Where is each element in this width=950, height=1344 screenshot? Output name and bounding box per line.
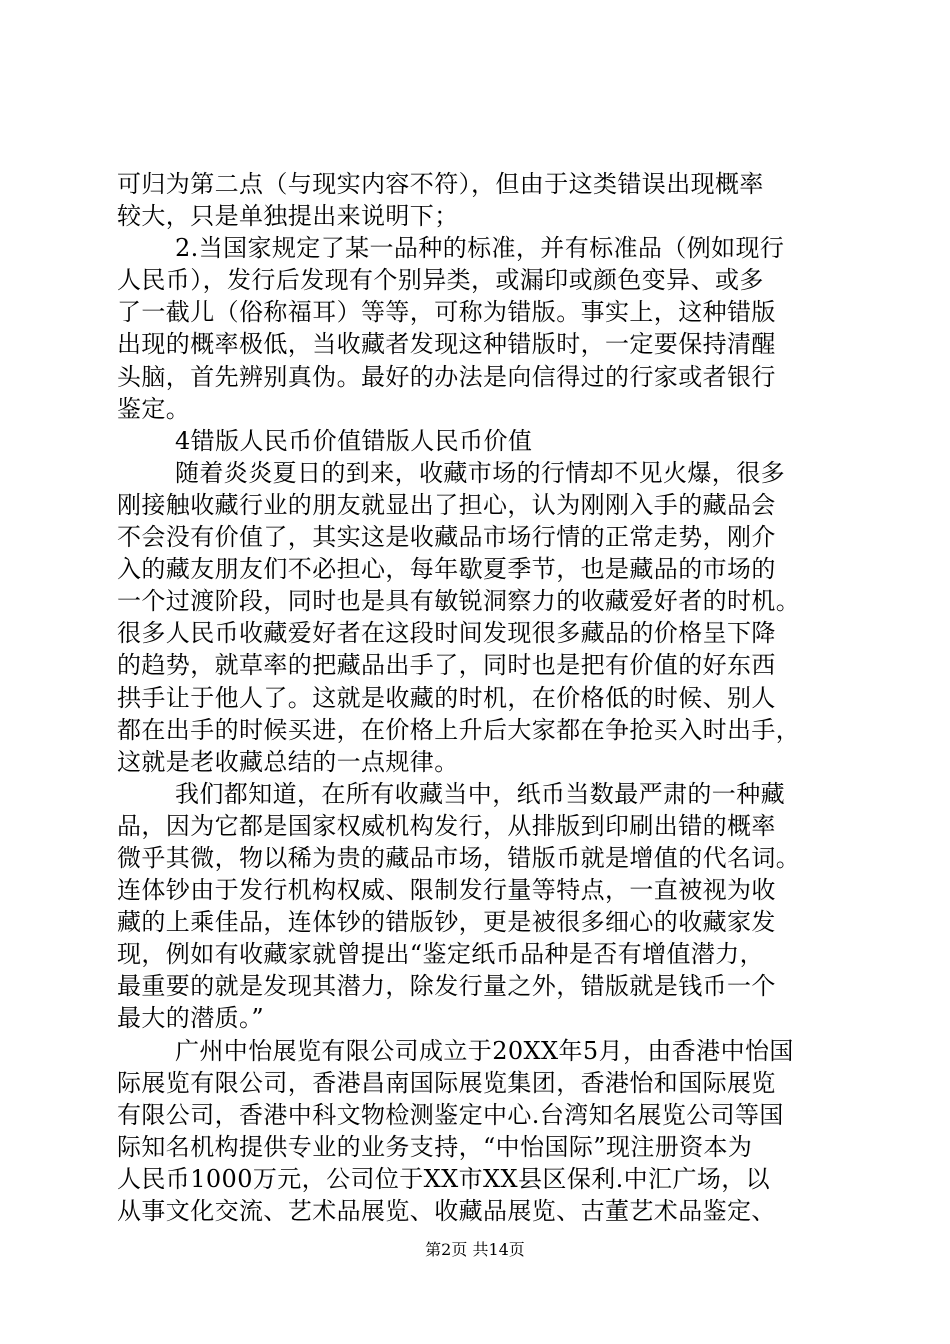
document-body	[117, 168, 837, 1227]
text-line: 藏的上乘佳品，连体钞的错版钞，更是被很多细心的收藏家发	[117, 908, 776, 937]
text-line: 我们都知道，在所有收藏当中，纸币当数最严肃的一种藏	[175, 779, 785, 808]
text-line: 可归为第二点（与现实内容不符），但由于这类错误出现概率	[117, 170, 764, 198]
text-line: 最重要的就是发现其潜力，除发行量之外，错版就是钱币一个	[117, 972, 776, 1001]
text-line: 2.当国家规定了某一品种的标准，并有标准品（例如现行	[175, 234, 785, 263]
text-line: 最大的潜质。”	[117, 1004, 265, 1033]
text-line: 广州中怡展览有限公司成立于20XX年5月，由香港中怡国	[175, 1036, 794, 1065]
text-line: 随着炎炎夏日的到来，收藏市场的行情却不见火爆，很多	[175, 458, 785, 487]
text-line: 很多人民币收藏爱好者在这段时间发现很多藏品的价格呈下降	[117, 619, 776, 648]
text-line: 微乎其微，物以稀为贵的藏品市场，错版币就是增值的代名词。	[117, 843, 801, 872]
text-line: 不会没有价值了，其实这是收藏品市场行情的正常走势，刚介	[117, 523, 776, 552]
text-line: 入的藏友朋友们不必担心，每年歇夏季节，也是藏品的市场的	[117, 555, 776, 584]
text-line: 了一截儿（俗称福耳）等等，可称为错版。事实上，这种错版	[117, 298, 776, 327]
text-line: 鉴定。	[117, 394, 191, 423]
text-line: 际知名机构提供专业的业务支持，“中怡国际”现注册资本为	[117, 1132, 753, 1161]
text-line: 的趋势，就草率的把藏品出手了，同时也是把有价值的好东西	[117, 651, 776, 680]
text-line: 际展览有限公司，香港昌南国际展览集团，香港怡和国际展览	[117, 1068, 776, 1097]
text-line: 头脑，首先辨别真伪。最好的办法是向信得过的行家或者银行	[117, 362, 776, 391]
text-line: 连体钞由于发行机构权威、限制发行量等特点，一直被视为收	[117, 876, 776, 905]
text-line: 现，例如有收藏家就曾提出“鉴定纸币品种是否有增值潜力，	[117, 940, 765, 969]
text-line: 品，因为它都是国家权威机构发行，从排版到印刷出错的概率	[117, 811, 776, 840]
text-line: 出现的概率极低，当收藏者发现这种错版时，一定要保持清醒	[117, 330, 776, 359]
text-line: 都在出手的时候买进，在价格上升后大家都在争抢买入时出手，	[117, 715, 801, 744]
text-line: 这就是老收藏总结的一点规律。	[117, 747, 459, 776]
text-line: 从事文化交流、艺术品展览、收藏品展览、古董艺术品鉴定、	[117, 1197, 776, 1225]
text-line: 拱手让于他人了。这就是收藏的时机，在价格低的时候、别人	[117, 683, 776, 712]
section-heading: 4错版人民币价值错版人民币价值	[175, 426, 533, 455]
text-line: 人民币），发行后发现有个别异类，或漏印或颜色变异、或多	[117, 266, 764, 295]
text-line: 有限公司，香港中科文物检测鉴定中心.台湾知名展览公司等国	[117, 1100, 784, 1129]
text-line: 较大，只是单独提出来说明下；	[117, 202, 459, 231]
page-number-footer: 第2页 共14页	[425, 1240, 525, 1259]
text-line: 一个过渡阶段，同时也是具有敏锐洞察力的收藏爱好者的时机。	[117, 587, 801, 616]
text-line: 人民币1000万元，公司位于XX市XX县区保利.中汇广场，以	[117, 1164, 771, 1193]
text-line: 刚接触收藏行业的朋友就显出了担心，认为刚刚入手的藏品会	[117, 490, 776, 519]
